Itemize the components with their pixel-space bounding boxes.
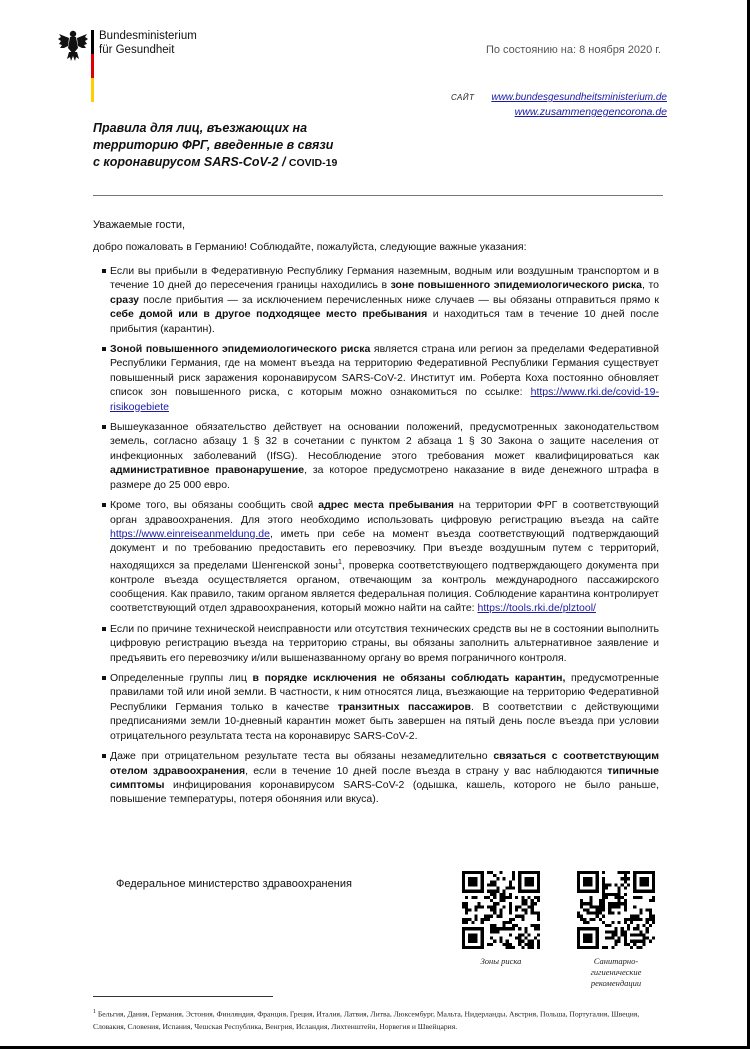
bullet-icon [102, 425, 106, 429]
qr-code-icon[interactable] [577, 871, 655, 949]
ministry-name-line1: Bundesministerium [99, 30, 197, 42]
bullet-icon [102, 347, 106, 351]
list-item: Зоной повышенного эпидемиологического риска является страна или регион за пределами Федеративной Республики Германия, где на момент въезда на территорию Федеративной Республики Германия существует повышенный риск заражения коронавирусом SARS-CoV-2. Институт им. Роберта Коха постоянно обновляет список зон повышенного риска, с которым можно ознакомиться по ссылке: https://www.rki.de/covid-19-risikogebiete [93, 342, 659, 414]
intro-text: добро пожаловать в Германию! Соблюдайте, пожалуйста, следующие важные указания: [93, 241, 527, 253]
rki-plz-tool-link[interactable]: https://tools.rki.de/plztool/ [477, 602, 596, 615]
entry-registration-link[interactable]: https://www.einreiseanmeldung.de [110, 527, 270, 540]
qr-caption-hygiene: Санитарно- гигиенические рекомендации [590, 956, 642, 988]
title-line1: Правила для лиц, въезжающих на [93, 121, 308, 135]
site-label: САЙТ [451, 93, 475, 102]
footnote-text: Бельгия, Дания, Германия, Эстония, Финляндия, Франция, Греция, Италия, Латвия, Литва, Люксембург, Мальта, Нидерланды, Австрия, Польша, Португалия, Швеция, Словакия, Словения, Испания, Чешская Республика, Венгрия, Исландия, Лихтенштейн, Норвегия и Швейцария. [93, 1009, 640, 1032]
footnote [93, 1006, 665, 1034]
bullet-icon [102, 627, 106, 631]
qr-caption-risk-zones: Зоны риска [480, 956, 522, 966]
qr-code-icon[interactable] [462, 871, 540, 949]
list-item: Если вы прибыли в Федеративную Республику Германия наземным, водным или воздушным транспортом и в течение 10 дней до пересечения границы находились в зоне повышенного эпидемиологического риска, то сразу после прибытия — за исключением перечисленных ниже случаев — вы обязаны отправиться прямо к себе домой или в другое подходящее место пребывания и находиться там в течение 10 дней после прибытия (карантин). [93, 264, 659, 336]
title-divider [93, 195, 663, 196]
federal-eagle-icon [58, 28, 88, 62]
list-item: Даже при отрицательном результате теста вы обязаны незамедлительно связаться с соответствующим отелом здравоохранения, если в течение 10 дней после въезда в страну у вас наблюдаются типичные симптомы инфицирования коронавирусом SARS-CoV-2 (одышка, кашель, которого не было раньше, повышение температуры, потеря обоняния или вкуса). [93, 749, 659, 807]
ministry-logo [58, 28, 198, 103]
ministry-name [99, 29, 197, 57]
list-item: Определенные группы лиц в порядке исключения не обязаны соблюдать карантин, предусмотренные правилами той или иной земли. В частности, к ним относятся лица, въезжающие на территорию Федеративной Республики Германия только в качестве транзитных пассажиров. В соответствии с действующими предписаниями земли 10-дневный карантин может быть завершен на пятый день после въезда при условии отрицательного результата теста на коронавирус SARS-CoV-2. [93, 671, 659, 743]
bullet-icon [102, 676, 106, 680]
title-covid-suffix: COVID-19 [288, 157, 338, 169]
list-item: Вышеуказанное обязательство действует на основании положений, предусмотренных законодательством земель, согласно абзацу 1 § 32 в сочетании с пунктом 2 абзаца 1 § 30 Закона о защите населения от инфекционных заболеваний (IfSG). Несоблюдение этого требования может квалифицироваться как административное правонарушение, за которое предусмотрено наказание в виде денежного штрафа в размере до 25 000 евро. [93, 420, 659, 492]
title-line2: территорию ФРГ, введенные в связи [93, 138, 334, 152]
ministry-name-line2: für Gesundheit [99, 44, 175, 56]
greeting: Уважаемые гости, [93, 219, 186, 231]
list-item: Если по причине технической неисправности или отсутствия технических средств вы не в состоянии выполнить цифровую регистрацию въезда на территорию страны, вы обязаны заполнить альтернативное заявление и предъявить его перевозчику и/или вышеназванному органу во время пограничного контроля. [93, 622, 659, 665]
document-date: По состоянию на: 8 ноября 2020 г. [485, 44, 661, 56]
corona-website-link[interactable]: www.zusammengegencorona.de [514, 106, 667, 118]
list-item: Кроме того, вы обязаны сообщить свой адрес места пребывания на территории ФРГ в соответствующий орган здравоохранения. Для этого необходимо использовать цифровую регистрацию въезда на сайте https://www.einreiseanmeldung.de, иметь при себе на момент въезда соответствующий подтверждающий документ и по требованию предоставить его перевозчику. При въезде воздушным путем с территорий, находящихся за пределами Шенгенской зоны$^1$, проверка соответствующего подтверждающего документа при контроле въезда осуществляется органом, отвечающим за контроль международного пассажирского сообщения. Как правило, таким органом является федеральная полиция. Соблюдение карантина контролирует соответствующий отдел здравоохранения, который можно найти на сайте: https://tools.rki.de/plztool/ [93, 498, 659, 616]
rki-risk-areas-link[interactable]: https://www.rki.de/covid-19-risikogebiete [110, 386, 659, 413]
title-line3 [93, 154, 393, 172]
german-flag-stripe [91, 30, 94, 102]
signature-ministry: Федеральное министерство здравоохранения [116, 878, 352, 890]
bullet-icon [102, 754, 106, 758]
footnote-marker: 1 [337, 558, 342, 566]
bullet-icon [102, 269, 106, 273]
document-title [93, 120, 393, 172]
bullet-icon [102, 503, 106, 507]
footnote-divider [93, 996, 273, 997]
rules-list [93, 264, 659, 807]
ministry-website-link[interactable]: www.bundesgesundheitsministerium.de [491, 92, 667, 103]
footnote-number: 1 [93, 1009, 96, 1015]
title-line3-text: с коронавирусом SARS-CoV-2 / [93, 155, 289, 169]
